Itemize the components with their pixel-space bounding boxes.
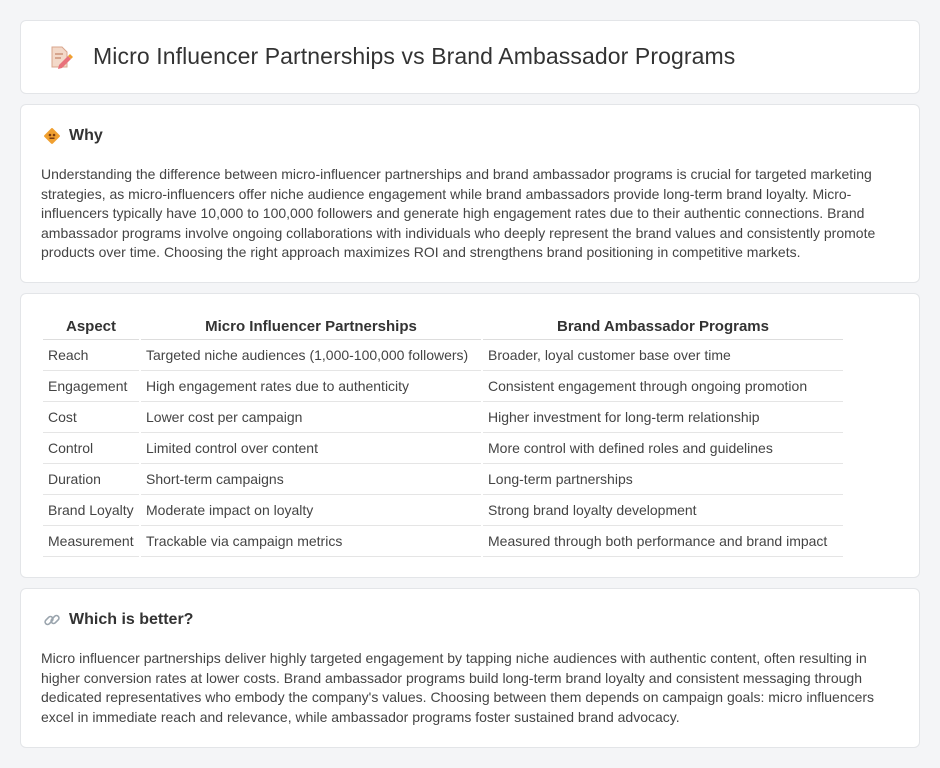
page-title: Micro Influencer Partnerships vs Brand Ambassador Programs	[93, 43, 736, 69]
cell-ambassador: Higher investment for long-term relationship	[483, 402, 843, 433]
document-edit-icon	[47, 44, 73, 70]
cell-aspect: Engagement	[43, 371, 139, 402]
cell-ambassador: Measured through both performance and brand impact	[483, 526, 843, 557]
cell-ambassador: Strong brand loyalty development	[483, 495, 843, 526]
better-title: Which is better?	[69, 611, 194, 628]
cell-micro: High engagement rates due to authenticity	[141, 371, 481, 402]
cell-ambassador: More control with defined roles and guidelines	[483, 433, 843, 464]
why-heading	[43, 127, 103, 145]
cell-micro: Targeted niche audiences (1,000-100,000 followers)	[141, 340, 481, 371]
better-heading	[43, 611, 193, 629]
table-row	[43, 402, 843, 433]
table-header-row	[43, 314, 843, 340]
link-icon	[43, 611, 61, 629]
cell-aspect: Brand Loyalty	[43, 495, 139, 526]
header-card	[20, 20, 920, 94]
cell-micro: Limited control over content	[141, 433, 481, 464]
comparison-section	[20, 293, 920, 578]
why-title: Why	[69, 127, 103, 144]
table-row	[43, 495, 843, 526]
cell-aspect: Measurement	[43, 526, 139, 557]
table-row	[43, 526, 843, 557]
cell-aspect: Cost	[43, 402, 139, 433]
cell-micro: Short-term campaigns	[141, 464, 481, 495]
why-section	[20, 104, 920, 283]
cell-micro: Trackable via campaign metrics	[141, 526, 481, 557]
cell-aspect: Control	[43, 433, 139, 464]
comparison-table	[41, 314, 845, 557]
title-row	[47, 43, 735, 70]
table-row	[43, 433, 843, 464]
cell-aspect: Duration	[43, 464, 139, 495]
header-micro: Micro Influencer Partnerships	[141, 314, 481, 340]
which-better-section	[20, 588, 920, 748]
why-text: Understanding the difference between micro-influencer partnerships and brand ambassador programs is crucial for targeted marketing strategies, as micro-influencers offer niche audience engagement while brand ambassadors provide long-term brand loyalty. Micro-influencers typically have 10,000 to 100,000 followers and generate high engagement rates due to their authentic connections. Brand ambassador programs involve ongoing collaborations with individuals who deeply represent the brand values and consistently promote products over time. Choosing the right approach maximizes ROI and strengthens brand positioning in competitive markets.	[41, 166, 876, 260]
diamond-sign-icon	[43, 127, 61, 145]
cell-micro: Moderate impact on loyalty	[141, 495, 481, 526]
table-row	[43, 464, 843, 495]
header-ambassador: Brand Ambassador Programs	[483, 314, 843, 340]
cell-ambassador: Consistent engagement through ongoing promotion	[483, 371, 843, 402]
table-row	[43, 340, 843, 371]
header-aspect: Aspect	[43, 314, 139, 340]
cell-ambassador: Broader, loyal customer base over time	[483, 340, 843, 371]
cell-aspect: Reach	[43, 340, 139, 371]
table-row	[43, 371, 843, 402]
cell-micro: Lower cost per campaign	[141, 402, 481, 433]
better-text: Micro influencer partnerships deliver highly targeted engagement by tapping niche audiences with authentic content, often resulting in higher conversion rates at lower costs. Brand ambassador programs build long-term brand loyalty and consistent messaging through dedicated representatives who embody the company's values. Choosing between them depends on campaign goals: micro influencers excel in immediate reach and relevance, while ambassador programs foster sustained brand advocacy.	[41, 650, 875, 725]
cell-ambassador: Long-term partnerships	[483, 464, 843, 495]
